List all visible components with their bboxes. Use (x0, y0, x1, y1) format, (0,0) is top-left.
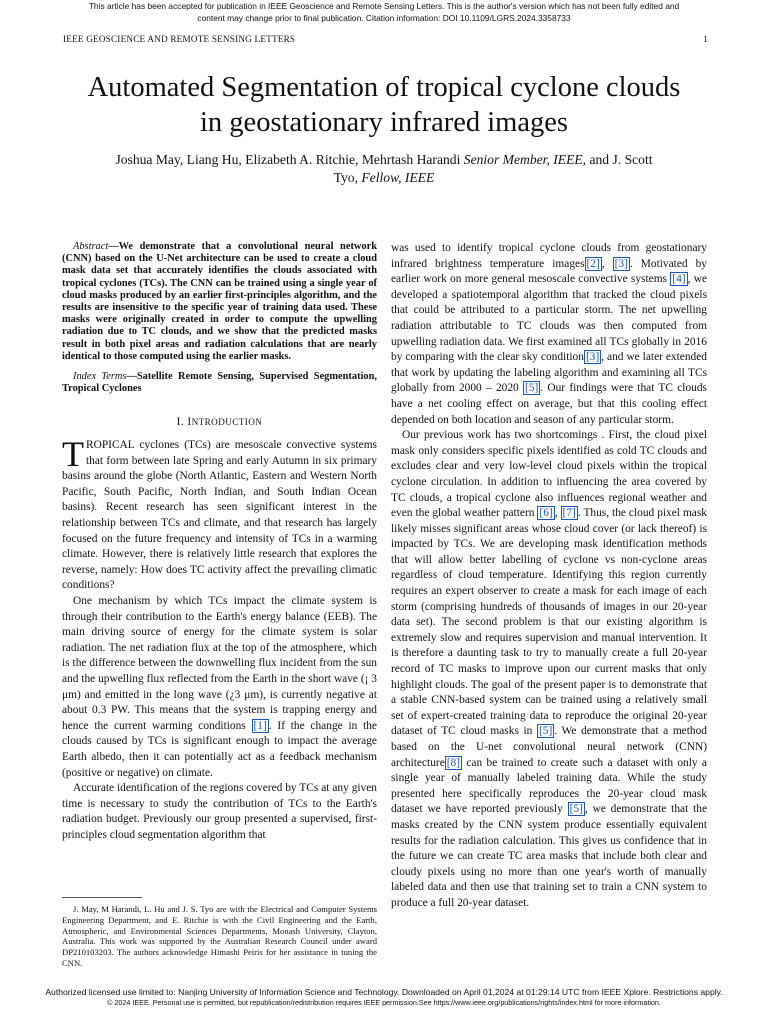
intro-paragraph-4 (391, 428, 707, 911)
abstract (62, 241, 377, 363)
title-line-1: Automated Segmentation of tropical cyclone clouds (87, 72, 681, 103)
index-terms-dash: — (126, 371, 137, 383)
publication-notice (0, 0, 768, 24)
paragraph-text: was used to identify tropical cyclone clouds from geostationary infrared brightness temperature images (391, 242, 707, 270)
paper-title (40, 70, 728, 140)
abstract-text: We demonstrate that a convolutional neural network (CNN) based on the U-Net architecture can be used to create a cloud mask data set that accurately identifies the clouds associated with tropical cyclones (TCs). The CNN can be trained using a single year of cloud masks produced by an earlier first-principles algorithm, and the results are insensitive to the specific year of training data used. These masks were originally created in order to compute the upwelling radiation due to TC clouds, and we show that the predicted masks result in both pixel areas and radiation calculations that are nearly identical to those computed using the earlier masks. (62, 241, 377, 362)
paragraph-text: , and we later extended that work by updating the labeling algorithm and examining all TCs globally from 2000 – 2020 (391, 351, 707, 395)
authors-text: Tyo, (333, 170, 362, 185)
footnote-rule (62, 897, 142, 898)
abstract-label: Abstract (73, 241, 109, 252)
paragraph-text: . Thus, the cloud pixel mask likely misses significant areas whose cloud cover (or lack thereof) is impacted by TCs. We are developing mask identification methods that will allow better labelling of cyclone vs non-cyclone areas regardless of cloud temperature. Identifying this region currently requires an expert observer to create a mask for each image of each storm (comprising hundreds of thousands of images in our 20-year data set). The second problem is that our existing algorithm is extremely slow and requires supervision and manual intervention. It is therefore a daunting task to try to manually create a full 20-year record of TC masks to improve upon our current masks that only highlight clouds. The goal of the present paper is to demonstrate that a stable CNN-based system can be trained using a relatively small set of expert-created training data to reproduce the original 20-year dataset of TC cloud masks in (391, 507, 707, 738)
citation-link[interactable]: [5] (569, 803, 583, 816)
paragraph-text: . Motivated by earlier work on more general mesoscale convective systems (391, 257, 707, 286)
section-smallcaps: NTRODUCTION (191, 417, 263, 428)
author-role: Senior Member, IEEE, (463, 152, 587, 167)
paragraph-text: can be trained to create such a dataset with only a single year of manually labeled training data. While the study presented here specifically reproduces the 20-year cloud mask dataset we have reported previously (391, 756, 707, 816)
abstract-dash: — (108, 241, 119, 252)
citation-link[interactable]: [8] (446, 756, 461, 769)
intro-paragraph-2 (62, 594, 377, 781)
drop-cap: T (62, 434, 84, 475)
author-list (70, 151, 698, 187)
citation-link[interactable]: [2] (586, 257, 600, 270)
footer-line-1: Authorized licensed use limited to: Nanjing University of Information Science and Technology. Downloaded on April 01,2024 at 01:29:14 UTC from IEEE Xplore. Restrictions apply. (45, 987, 723, 997)
intro-paragraph-3 (62, 781, 377, 843)
author-footnote: J. May, M Harandi, L. Hu and J. S. Tyo are with the Electrical and Computer Systems Engineering Department, and E. Ritchie is with the Civil Engineering and the Earth, Atmospheric, and Environmental Sciences Departments, Monash University, Clayton, Australia. This work was supported by the Australian Research Council under award DP210103203. The authors acknowledge Himashi Peiris for her assistance in tuning the CNN. (62, 904, 377, 968)
citation-link[interactable]: [7] (562, 507, 576, 520)
footer-line-2: © 2024 IEEE. Personal use is permitted, but republication/redistribution requires IEEE permission.See https://www.ieee.org/publications/rights/index.html for more information. (107, 998, 661, 1007)
notice-line-2: content may change prior to final publication. Citation information: DOI 10.1109/LGRS.2024.3358733 (197, 13, 571, 23)
index-terms (62, 371, 377, 395)
citation-link[interactable]: [5] (538, 725, 553, 738)
section-initial: I (187, 416, 192, 429)
citation-link[interactable]: [6] (539, 507, 553, 520)
paragraph-text: , we developed a spatiotemporal algorithm that tracked the cloud pixels that could be attributed to a particular storm. The net upwelling radiation attributable to TC clouds was then computed from upwelling radiation data. We first examined all TCs globally in 2016 by comparing with the clear sky condition (391, 273, 707, 364)
authors-text: and J. Scott (586, 152, 653, 167)
section-heading-introduction (62, 415, 377, 431)
license-footer (0, 987, 768, 1008)
section-numeral: I. (176, 416, 188, 429)
citation-link[interactable]: [5] (524, 382, 539, 395)
index-terms-text: Satellite Remote Sensing, Supervised Segmentation, Tropical Cyclones (62, 371, 377, 395)
paragraph-text: Accurate identification of the regions covered by TCs at any given time is necessary to study the contribution of TCs to the Earth's radiation budget. Previously our group presented a supervised, first-principles cloud segmentation algorithm that (62, 782, 377, 841)
citation-link[interactable]: [3] (585, 351, 600, 364)
journal-name: IEEE GEOSCIENCE AND REMOTE SENSING LETTERS (63, 34, 296, 44)
title-line-2: in geostationary infrared images (200, 107, 568, 138)
paragraph-text: . Our findings were that TC clouds have a net cooling effect on average, but that this cooling effect depended on both location and season of any particular storm. (391, 382, 707, 426)
paragraph-text: One mechanism by which TCs impact the climate system is through their contribution to the Earth's energy balance (EEB). The main driving source of energy for the climate system is solar radiation. The net radiation flux at the top of the atmosphere, which is the difference between the downwelling flux incident from the sun and the upwelling flux reflected from the Earth in the short wave (¡ 3 μm) and emitted in the long wave (¿3 μm), is currently negative at about 0.3 PW. This means that the system is trapping energy and hence the current warming conditions (62, 594, 377, 732)
notice-line-1: This article has been accepted for publication in IEEE Geoscience and Remote Sensing Letters. This is the author's version which has not been fully edited and (88, 1, 680, 11)
running-head (63, 34, 708, 44)
intro-paragraph-3-continued (391, 241, 707, 428)
paragraph-text: . If the change in the clouds caused by TCs is significant enough to impact the average Earth albedo, then it can potentially act as a feedback mechanism (positive or negative) on climate. (62, 719, 377, 779)
index-terms-label: Index Terms (73, 371, 127, 383)
paragraph-text: . We demonstrate that a method based on the U-net convolutional neural network (CNN) architecture (391, 725, 707, 769)
paragraph-text: , we demonstrate that the masks created by the CNN system produce essentially equivalent results for the radiation calculation. This gives us confidence that in the future we can create TC area masks that include both clear and cloudy pixels using no more than one year's worth of manually labeled data and then use that training set to train a CNN system to produce a full 20-year dataset. (391, 803, 707, 909)
author-role: Fellow, IEEE (361, 170, 435, 185)
paragraph-text: ROPICAL cyclones (TCs) are mesoscale convective systems that form between late Spring and early Autumn in six primary basins around the globe (North Atlantic, Eastern and Western North Pacific, South Pacific, North Indian, and South Indian Ocean basins). Recent research has seen significant interest in the relationship between TCs and climate, and that research has largely focused on the future frequency and intensity of TCs in a warming climate. However, there is relatively little research that explores the reverse, namely: How does TC activity affect the prevailing climatic conditions? (62, 439, 377, 592)
paragraph-text: , (554, 507, 561, 520)
citation-link[interactable]: [3] (614, 257, 628, 270)
paragraph-text: , (601, 257, 613, 270)
right-column (391, 241, 707, 912)
authors-text: Joshua May, Liang Hu, Elizabeth A. Ritchie, Mehrtash Harandi (115, 152, 464, 167)
paragraph-text: Our previous work has two shortcomings . First, the cloud pixel mask only considers specific pixels identified as cold TC clouds and excludes clear and very low-level cloud pixels within the tropical cyclone circulation. In addition to influencing the area covered by TC clouds, a tropical cyclone also influences regional weather and even the global weather pattern (391, 429, 707, 520)
intro-paragraph-1 (62, 434, 377, 594)
left-column (62, 241, 377, 843)
citation-link[interactable]: [1] (253, 719, 267, 732)
page-number: 1 (703, 34, 708, 44)
citation-link[interactable]: [4] (672, 273, 686, 286)
